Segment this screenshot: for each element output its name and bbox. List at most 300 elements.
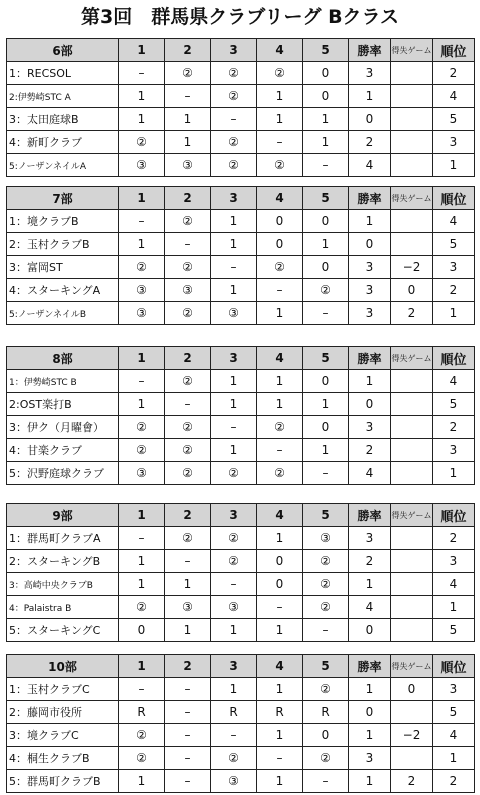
win-count: 0 [349,108,391,131]
game-diff [391,439,433,462]
rank-header: 順位 [433,39,475,62]
game-diff: −2 [391,256,433,279]
table-row [7,550,475,573]
win-count: 1 [349,85,391,108]
division-header-row [7,504,475,527]
match-result-cell: 1 [211,279,257,302]
match-result-cell: ② [165,439,211,462]
match-result-cell: – [165,724,211,747]
rank-value: 5 [433,393,475,416]
rank-value: 2 [433,62,475,85]
team-name: 3：太田庭球B [7,108,119,131]
match-result-cell: – [303,462,349,485]
column-header: 1 [119,504,165,527]
match-result-cell: R [119,701,165,724]
rank-value: 2 [433,770,475,793]
game-diff [391,619,433,642]
win-header: 勝率 [349,187,391,210]
game-diff-header: 得失ゲーム [391,504,433,527]
match-result-cell: – [119,210,165,233]
table-row [7,210,475,233]
match-result-cell: – [257,439,303,462]
win-count: 3 [349,62,391,85]
rank-value: 1 [433,462,475,485]
match-result-cell: – [211,108,257,131]
match-result-cell: ② [119,724,165,747]
match-result-cell: 1 [211,210,257,233]
match-result-cell: 1 [119,85,165,108]
match-result-cell: ③ [165,154,211,177]
team-name: 3：高崎中央クラブB [7,573,119,596]
match-result-cell: 1 [257,302,303,325]
rank-value: 3 [433,678,475,701]
match-result-cell: 1 [165,619,211,642]
match-result-cell: ③ [119,154,165,177]
win-count: 0 [349,233,391,256]
match-result-cell: – [257,747,303,770]
game-diff [391,131,433,154]
match-result-cell: – [257,596,303,619]
match-result-cell: 1 [257,619,303,642]
rank-value: 5 [433,619,475,642]
game-diff: 0 [391,678,433,701]
page-title: 第3回 群馬県クラブリーグ Bクラス [81,6,399,28]
column-header: 1 [119,39,165,62]
match-result-cell: ② [165,62,211,85]
table-row [7,131,475,154]
team-name: 3：境クラブC [7,724,119,747]
match-result-cell: ② [119,596,165,619]
match-result-cell: – [211,416,257,439]
match-result-cell: – [165,770,211,793]
match-result-cell: – [303,619,349,642]
match-result-cell: 1 [165,131,211,154]
win-header: 勝率 [349,655,391,678]
table-row [7,724,475,747]
match-result-cell: – [165,747,211,770]
match-result-cell: 0 [119,619,165,642]
win-count: 4 [349,154,391,177]
rank-value: 4 [433,724,475,747]
rank-value: 1 [433,154,475,177]
division-name: 9部 [7,504,119,527]
team-name: 5:ノーザンネイルB [7,302,119,325]
match-result-cell: ② [257,256,303,279]
team-name: 1：RECSOL [7,62,119,85]
match-result-cell: 0 [303,370,349,393]
game-diff [391,393,433,416]
column-header: 3 [211,347,257,370]
table-row [7,279,475,302]
match-result-cell: 1 [211,439,257,462]
rank-header: 順位 [433,655,475,678]
match-result-cell: ② [211,747,257,770]
table-row [7,527,475,550]
match-result-cell: – [165,550,211,573]
match-result-cell: 1 [303,439,349,462]
rank-value: 3 [433,131,475,154]
rank-header: 順位 [433,347,475,370]
table-row [7,370,475,393]
rank-value: 5 [433,108,475,131]
rank-value: 1 [433,302,475,325]
game-diff [391,573,433,596]
match-result-cell: 1 [165,108,211,131]
win-count: 3 [349,527,391,550]
match-result-cell: 1 [119,573,165,596]
game-diff [391,701,433,724]
win-header: 勝率 [349,504,391,527]
game-diff [391,527,433,550]
table-row [7,256,475,279]
rank-value: 2 [433,416,475,439]
table-row [7,439,475,462]
win-count: 3 [349,302,391,325]
table-row [7,62,475,85]
rank-value: 1 [433,596,475,619]
match-result-cell: ② [303,550,349,573]
win-count: 3 [349,416,391,439]
column-header: 3 [211,504,257,527]
rank-value: 4 [433,85,475,108]
match-result-cell: ② [165,527,211,550]
win-header: 勝率 [349,347,391,370]
match-result-cell: R [303,701,349,724]
game-diff [391,233,433,256]
game-diff: 2 [391,770,433,793]
team-name: 5:ノーザンネイルA [7,154,119,177]
column-header: 5 [303,187,349,210]
match-result-cell: – [257,279,303,302]
team-name: 2：玉村クラブB [7,233,119,256]
match-result-cell: 1 [211,619,257,642]
game-diff [391,210,433,233]
table-row [7,393,475,416]
game-diff [391,62,433,85]
match-result-cell: ② [211,62,257,85]
match-result-cell: 1 [211,370,257,393]
match-result-cell: ③ [211,596,257,619]
game-diff [391,596,433,619]
match-result-cell: – [119,62,165,85]
column-header: 5 [303,347,349,370]
match-result-cell: – [211,256,257,279]
game-diff-header: 得失ゲーム [391,187,433,210]
match-result-cell: – [119,370,165,393]
column-header: 5 [303,655,349,678]
win-count: 0 [349,701,391,724]
team-name: 2:OST楽打B [7,393,119,416]
column-header: 4 [257,655,303,678]
match-result-cell: – [119,678,165,701]
match-result-cell: 0 [257,210,303,233]
match-result-cell: 1 [257,370,303,393]
game-diff [391,462,433,485]
column-header: 3 [211,655,257,678]
match-result-cell: 0 [303,416,349,439]
match-result-cell: 0 [257,233,303,256]
division-header-row [7,187,475,210]
team-name: 4：スターキングA [7,279,119,302]
team-name: 5：スターキングC [7,619,119,642]
match-result-cell: ② [211,462,257,485]
table-row [7,770,475,793]
rank-value: 2 [433,279,475,302]
match-result-cell: 0 [257,550,303,573]
table-row [7,747,475,770]
team-name: 1：玉村クラブC [7,678,119,701]
match-result-cell: ② [211,131,257,154]
team-name: 3：伊ク（月曜會） [7,416,119,439]
match-result-cell: 1 [257,770,303,793]
team-name: 5：沢野庭球クラブ [7,462,119,485]
match-result-cell: ② [211,550,257,573]
win-count: 1 [349,210,391,233]
match-result-cell: 1 [119,233,165,256]
match-result-cell: ② [165,256,211,279]
game-diff [391,370,433,393]
win-count: 2 [349,439,391,462]
division-table [6,38,475,177]
table-row [7,573,475,596]
match-result-cell: ② [257,416,303,439]
division-name: 8部 [7,347,119,370]
match-result-cell: ② [119,747,165,770]
game-diff: −2 [391,724,433,747]
team-name: 2：スターキングB [7,550,119,573]
column-header: 2 [165,655,211,678]
match-result-cell: 1 [165,573,211,596]
match-result-cell: ② [211,85,257,108]
match-result-cell: 1 [119,770,165,793]
win-count: 2 [349,550,391,573]
match-result-cell: 1 [303,108,349,131]
division-header-row [7,655,475,678]
match-result-cell: 1 [257,393,303,416]
match-result-cell: ② [165,210,211,233]
table-row [7,678,475,701]
match-result-cell: 1 [257,678,303,701]
match-result-cell: ③ [165,596,211,619]
division-name: 10部 [7,655,119,678]
division-header-row [7,39,475,62]
match-result-cell: – [257,131,303,154]
team-name: 4：甘楽クラブ [7,439,119,462]
win-count: 2 [349,131,391,154]
match-result-cell: 0 [303,256,349,279]
column-header: 4 [257,504,303,527]
division-name: 7部 [7,187,119,210]
match-result-cell: – [165,678,211,701]
table-row [7,233,475,256]
team-name: 4：桐生クラブB [7,747,119,770]
game-diff [391,550,433,573]
column-header: 1 [119,347,165,370]
match-result-cell: ② [119,256,165,279]
column-header: 5 [303,504,349,527]
rank-value: 3 [433,550,475,573]
division-table [6,186,475,325]
match-result-cell: – [119,527,165,550]
team-name: 1：境クラブB [7,210,119,233]
table-row [7,154,475,177]
win-header: 勝率 [349,39,391,62]
rank-value: 5 [433,233,475,256]
win-count: 1 [349,573,391,596]
match-result-cell: ② [303,747,349,770]
column-header: 2 [165,504,211,527]
match-result-cell: 0 [303,62,349,85]
match-result-cell: 1 [119,393,165,416]
column-header: 3 [211,187,257,210]
match-result-cell: ② [257,462,303,485]
match-result-cell: ② [257,154,303,177]
rank-value: 3 [433,256,475,279]
table-row [7,619,475,642]
table-row [7,462,475,485]
rank-value: 2 [433,527,475,550]
match-result-cell: ② [119,416,165,439]
match-result-cell: ② [211,527,257,550]
match-result-cell: R [211,701,257,724]
table-row [7,416,475,439]
team-name: 5：群馬町クラブB [7,770,119,793]
match-result-cell: ③ [211,302,257,325]
match-result-cell: R [257,701,303,724]
match-result-cell: ② [119,131,165,154]
column-header: 2 [165,347,211,370]
rank-value: 5 [433,701,475,724]
division-table [6,346,475,485]
match-result-cell: – [165,701,211,724]
rank-header: 順位 [433,504,475,527]
division-header-row [7,347,475,370]
rank-value: 4 [433,573,475,596]
match-result-cell: 1 [119,108,165,131]
match-result-cell: 1 [257,108,303,131]
match-result-cell: ② [303,678,349,701]
game-diff [391,416,433,439]
win-count: 4 [349,462,391,485]
column-header: 1 [119,187,165,210]
match-result-cell: 1 [303,131,349,154]
column-header: 5 [303,39,349,62]
game-diff-header: 得失ゲーム [391,347,433,370]
match-result-cell: 1 [257,85,303,108]
match-result-cell: – [303,770,349,793]
division-name: 6部 [7,39,119,62]
match-result-cell: – [165,233,211,256]
match-result-cell: ② [303,279,349,302]
team-name: 2：藤岡市役所 [7,701,119,724]
column-header: 4 [257,39,303,62]
win-count: 3 [349,747,391,770]
division-table [6,503,475,642]
match-result-cell: ② [165,302,211,325]
rank-value: 3 [433,439,475,462]
match-result-cell: ② [257,62,303,85]
game-diff [391,108,433,131]
match-result-cell: – [165,393,211,416]
match-result-cell: 1 [303,393,349,416]
win-count: 1 [349,370,391,393]
match-result-cell: – [303,302,349,325]
column-header: 3 [211,39,257,62]
column-header: 4 [257,347,303,370]
match-result-cell: – [211,573,257,596]
rank-value: 4 [433,370,475,393]
win-count: 4 [349,596,391,619]
match-result-cell: ② [165,416,211,439]
win-count: 1 [349,678,391,701]
win-count: 0 [349,619,391,642]
team-name: 2:伊勢崎STC A [7,85,119,108]
win-count: 0 [349,393,391,416]
match-result-cell: ③ [303,527,349,550]
game-diff: 0 [391,279,433,302]
match-result-cell: ② [211,154,257,177]
table-row [7,85,475,108]
match-result-cell: 1 [211,678,257,701]
match-result-cell: 1 [303,233,349,256]
game-diff: 2 [391,302,433,325]
match-result-cell: 0 [303,724,349,747]
team-name: 3：富岡ST [7,256,119,279]
win-count: 1 [349,724,391,747]
column-header: 4 [257,187,303,210]
game-diff [391,747,433,770]
game-diff [391,85,433,108]
match-result-cell: 1 [119,550,165,573]
team-name: 1：群馬町クラブA [7,527,119,550]
team-name: 1：伊勢崎STC B [7,370,119,393]
team-name: 4：Palaistra B [7,596,119,619]
win-count: 3 [349,256,391,279]
match-result-cell: ② [165,462,211,485]
match-result-cell: 0 [303,85,349,108]
game-diff-header: 得失ゲーム [391,39,433,62]
match-result-cell: ③ [165,279,211,302]
match-result-cell: 1 [211,233,257,256]
match-result-cell: ③ [119,279,165,302]
match-result-cell: – [303,154,349,177]
match-result-cell: ② [119,439,165,462]
win-count: 3 [349,279,391,302]
team-name: 4：新町クラブ [7,131,119,154]
match-result-cell: 0 [303,210,349,233]
win-count: 1 [349,770,391,793]
rank-header: 順位 [433,187,475,210]
table-row [7,701,475,724]
game-diff [391,154,433,177]
table-row [7,596,475,619]
match-result-cell: ② [303,596,349,619]
match-result-cell: ③ [119,462,165,485]
table-row [7,108,475,131]
column-header: 1 [119,655,165,678]
match-result-cell: ② [303,573,349,596]
game-diff-header: 得失ゲーム [391,655,433,678]
match-result-cell: 1 [257,724,303,747]
match-result-cell: – [211,724,257,747]
match-result-cell: ③ [119,302,165,325]
division-table [6,654,475,793]
rank-value: 1 [433,747,475,770]
rank-value: 4 [433,210,475,233]
match-result-cell: ③ [211,770,257,793]
match-result-cell: ② [165,370,211,393]
match-result-cell: 0 [257,573,303,596]
